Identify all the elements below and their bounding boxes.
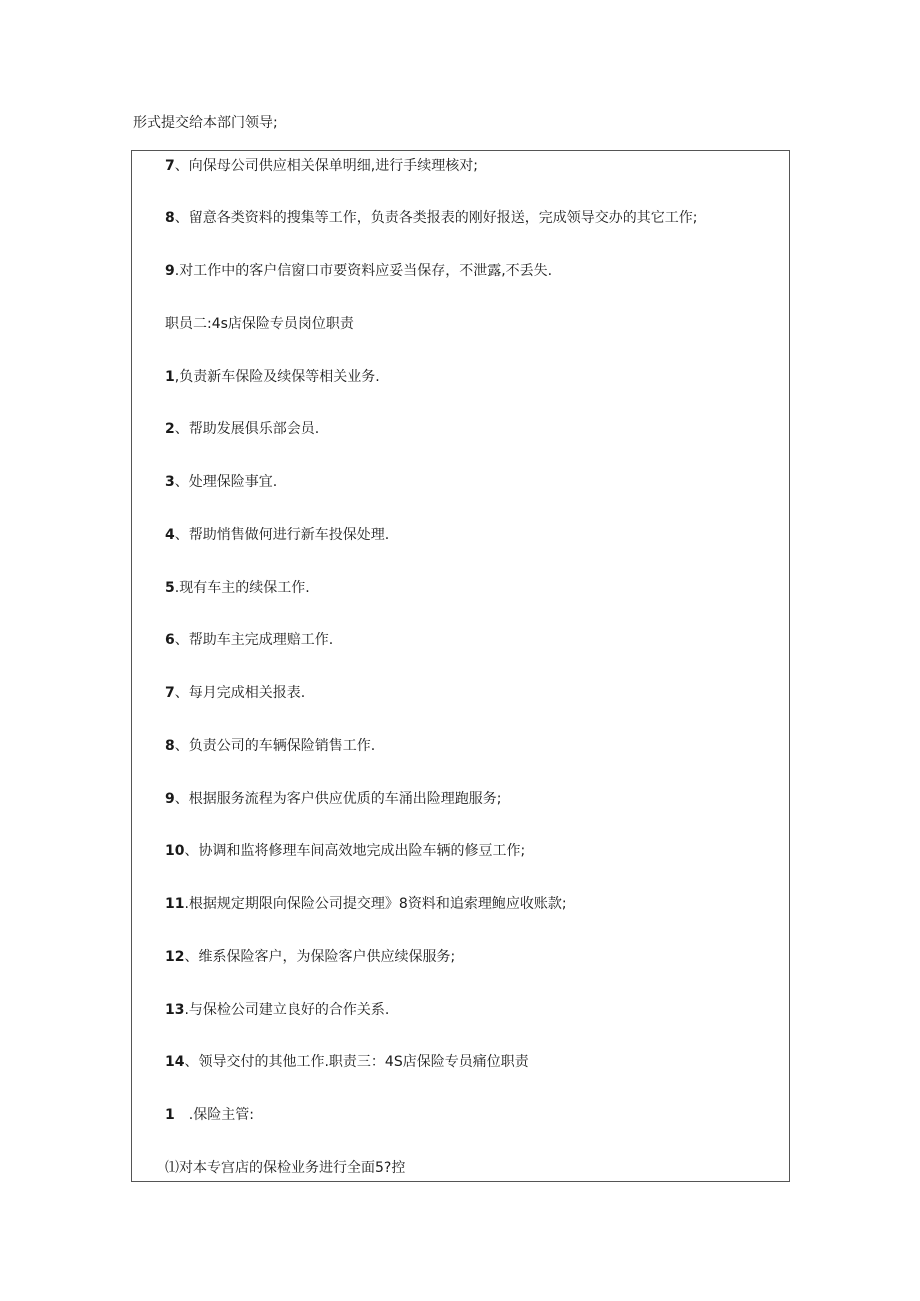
list-item — [165, 1158, 405, 1178]
list-item — [165, 1105, 254, 1125]
item-number: 1 — [165, 1107, 175, 1123]
item-text: .与保检公司建立良好的合作关系. — [184, 1002, 390, 1018]
item-text: 、负责公司的车辆保险销售工作. — [174, 738, 376, 754]
list-item — [165, 419, 319, 439]
content-table-cell — [131, 150, 790, 1182]
list-item — [165, 789, 501, 809]
item-text: .现有车主的续保工作. — [174, 580, 310, 596]
list-item — [165, 208, 697, 228]
list-item — [165, 683, 305, 703]
item-number: 5 — [165, 580, 175, 596]
item-number: 8 — [165, 738, 175, 754]
item-text: 、领导交付的其他工作.职责三：4S店保险专员痛位职责 — [184, 1054, 529, 1070]
list-item — [165, 1052, 529, 1072]
item-text: 、帮助车主完成理赔工作. — [174, 632, 334, 648]
item-text: 、根据服务流程为客户供应优质的车涌出险理跑服务; — [174, 791, 502, 807]
item-number: 4 — [165, 527, 175, 543]
item-number: 11 — [165, 896, 185, 912]
item-number: 8 — [165, 210, 175, 226]
item-text: 职员二:4s店保险专员岗位职责 — [165, 316, 354, 332]
item-text: 、留意各类资料的搜集等工作，负责各类报表的刚好报送，完成领导交办的其它工作; — [174, 210, 698, 226]
item-text: 、帮助悄售做何进行新车投保处理. — [174, 527, 390, 543]
list-item — [165, 630, 333, 650]
item-text: .保险主管: — [174, 1107, 254, 1123]
item-number: 14 — [165, 1054, 185, 1070]
section-heading — [165, 314, 354, 334]
intro-text: 形式提交给本部门领导; — [133, 115, 278, 131]
item-number: 7 — [165, 685, 175, 701]
item-number: 2 — [165, 421, 175, 437]
list-item — [165, 736, 375, 756]
item-number: 10 — [165, 843, 185, 859]
list-item — [165, 947, 455, 967]
item-number: 3 — [165, 474, 175, 490]
list-item — [165, 367, 380, 387]
list-item — [165, 525, 389, 545]
list-item — [165, 156, 478, 176]
item-number: 12 — [165, 949, 185, 965]
item-text: 、向保母公司供应相关保单明细,进行手续理核对; — [174, 158, 478, 174]
item-text: ,负责新车保险及续保等相关业务. — [174, 369, 380, 385]
item-text: 、帮助发展俱乐部会员. — [174, 421, 320, 437]
list-item — [165, 261, 552, 281]
list-item — [165, 841, 525, 861]
item-text: 、维系保险客户，为保险客户供应续保服务; — [184, 949, 456, 965]
item-number: 13 — [165, 1002, 185, 1018]
list-item — [165, 1000, 389, 1020]
item-text: .根据规定期限向保险公司提交理》8资料和追索理鲍应收账款; — [184, 896, 567, 912]
list-item — [165, 578, 310, 598]
item-number: 9 — [165, 263, 175, 279]
item-text: ⑴对本专宫店的保检业务进行全面5?控 — [165, 1160, 406, 1176]
list-item — [165, 894, 567, 914]
item-number: 7 — [165, 158, 175, 174]
item-text: 、处理保险事宜. — [174, 474, 278, 490]
item-number: 9 — [165, 791, 175, 807]
item-text: 、每月完成相关报表. — [174, 685, 306, 701]
item-text: .对工作中的客户信窗口市要资料应妥当保存，不泄露,不丢失. — [174, 263, 553, 279]
item-number: 1 — [165, 369, 175, 385]
list-item — [165, 472, 277, 492]
item-text: 、协调和监将修理车间高效地完成出险车辆的修豆工作; — [184, 843, 526, 859]
item-number: 6 — [165, 632, 175, 648]
